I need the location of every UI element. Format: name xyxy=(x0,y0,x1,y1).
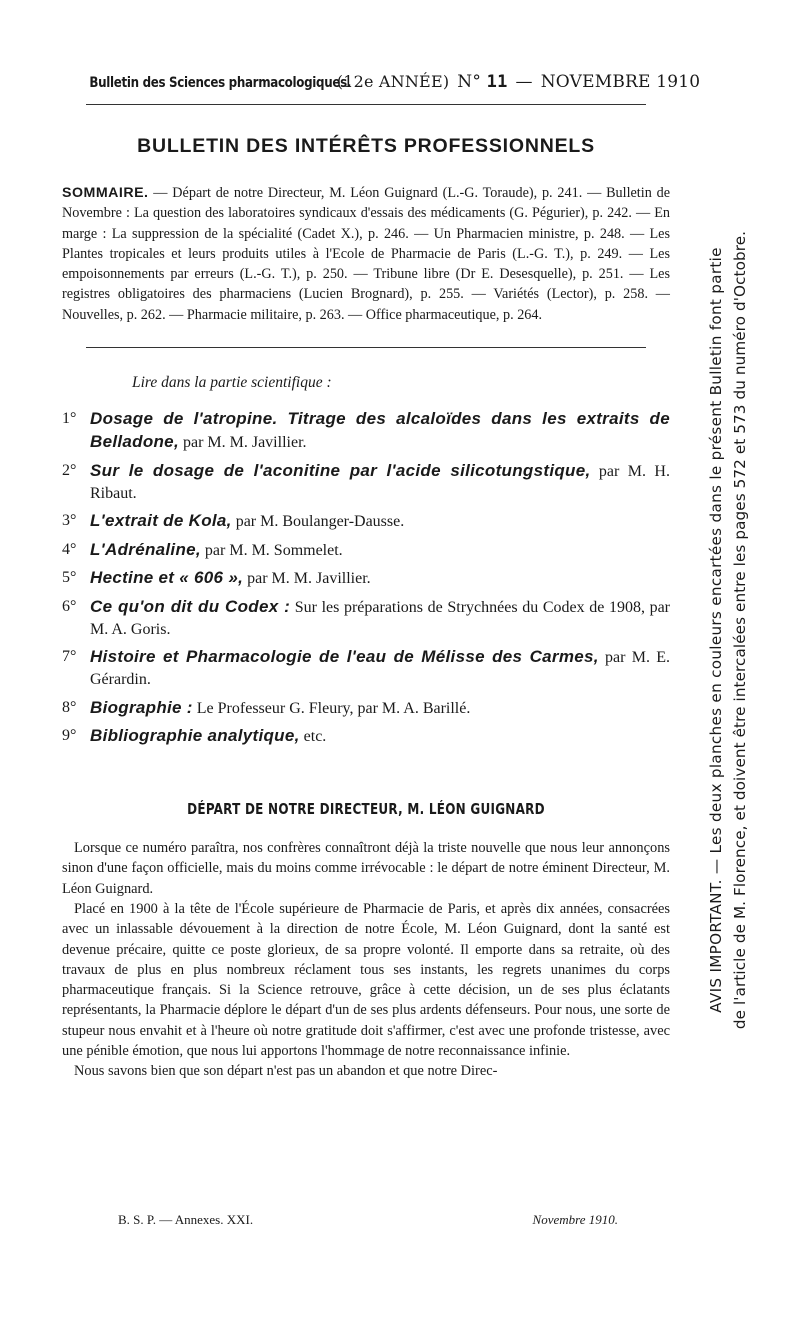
side-notice xyxy=(704,85,752,1175)
list-item: 4° L'Adrénaline, par M. M. Sommelet. xyxy=(62,539,343,559)
header-rule xyxy=(86,104,646,105)
section-divider xyxy=(86,347,646,348)
footer-reference: B. S. P. — Annexes. XXI. xyxy=(118,1212,254,1227)
paragraph: Nous savons bien que son départ n'est pas un abandon et que notre Direc- xyxy=(74,1063,498,1080)
list-item: 3° L'extrait de Kola, par M. Boulanger-Dausse. xyxy=(62,511,405,531)
issue-month: NOVEMBRE 1910 xyxy=(540,72,701,92)
article-list xyxy=(62,408,670,748)
issue-number: N° 11 xyxy=(457,72,508,92)
list-item: 9° Bibliographie analytique, etc. xyxy=(62,726,327,746)
journal-year: (12e ANNÉE) xyxy=(336,72,450,91)
list-item: 5° Hectine et « 606 », par M. M. Javillier. xyxy=(62,568,371,588)
list-item: 1° Dosage de l'atropine. Titrage des alcaloïdes dans les extraits de Belladone, par M. M. Javillier. xyxy=(62,409,670,452)
article-body xyxy=(62,838,670,1082)
paragraph: Placé en 1900 à la tête de l'École supérieure de Pharmacie de Paris, et après dix années, consacrées avec un inlassable dévouement à la direction de notre École, M. Léon Guignard, dont la santé est devenue précaire, quitte ce poste glorieux, de sa propre volonté. Il emporte dans sa retraite, où des travaux de plus en plus nombreux réclament tous ses instants, les regrets unanimes du corps pharmaceutique français. Si la Science retrouve, grâce à cette décision, un de ses plus éclatants représentants, la Pharmacie déplore le départ d'un de ses plus ardents défenseurs. Pour nous, une sorte de stupeur nous envahit et à l'heure où notre gratitude doit s'affirmer, c'est avec une profonde tristesse, avec une pénible émotion, que nous lui apportons l'hommage de notre reconnaissance infinie. xyxy=(62,900,670,1060)
list-item: 2° Sur le dosage de l'aconitine par l'acide silicotungstique, par M. H. Ribaut. xyxy=(62,460,670,502)
page xyxy=(62,72,701,1082)
header-dash: — xyxy=(515,72,533,92)
side-notice-line-1: AVIS IMPORTANT. — Les deux planches en couleurs encartées dans le présent Bulletin font partie xyxy=(707,247,725,1013)
list-item: 6° Ce qu'on dit du Codex : Sur les préparations de Strychnées du Codex de 1908, par M. A. Goris. xyxy=(62,596,670,638)
footer-date: Novembre 1910. xyxy=(532,1212,618,1227)
page-title: BULLETIN DES INTÉRÊTS PROFESSIONNELS xyxy=(137,135,595,157)
list-item: 7° Histoire et Pharmacologie de l'eau de Mélisse des Carmes, par M. E. Gérardin. xyxy=(62,647,671,689)
paragraph: Lorsque ce numéro paraîtra, nos confrères connaîtront déjà la triste nouvelle que nous leur annonçons sinon d'une façon officielle, mais du moins comme irrévocable : le départ de notre éminent Directeur, M. Léon Guignard. xyxy=(62,840,670,897)
section-title: DÉPART DE NOTRE DIRECTEUR, M. LÉON GUIGNARD xyxy=(187,800,545,819)
side-notice-line-2: de l'article de M. Florence, et doivent être intercalées entre les pages 572 et 573 du numéro d'Octobre. xyxy=(731,230,749,1030)
page-footer xyxy=(118,1212,618,1228)
sommaire-text: — Départ de notre Directeur, M. Léon Guignard (L.-G. Toraude), p. 241. — Bulletin de Novembre : La question des laboratoires syndicaux d'essais des médicaments (G. Pégurier), p. 242. — En marge : La suppression de la spécialité (Cadet X.), p. 246. — Un Pharmacien ministre, p. 248. — Les Plantes tropicales et leurs produits utiles à l'Ecole de Pharmacie de Paris (L.-G. T.), p. 249. — Les empoisonnements par erreurs (L.-G. T.), p. 250. — Tribune libre (Dr E. Desesquelle), p. 251. — Les registres obligatoires des pharmaciens (Lucien Brognard), p. 255. — Variétés (Lector), p. 258. — Nouvelles, p. 262. — Pharmacie militaire, p. 263. — Office pharmaceutique, p. 264. xyxy=(62,185,670,323)
running-head xyxy=(62,72,701,92)
lire-heading: Lire dans la partie scientifique : xyxy=(132,374,332,392)
journal-title: Bulletin des Sciences pharmacologiques. xyxy=(89,75,351,91)
sommaire-label: SOMMAIRE. xyxy=(62,185,149,201)
sommaire xyxy=(62,183,670,325)
list-item: 8° Biographie : Le Professeur G. Fleury, par M. A. Barillé. xyxy=(62,697,471,717)
